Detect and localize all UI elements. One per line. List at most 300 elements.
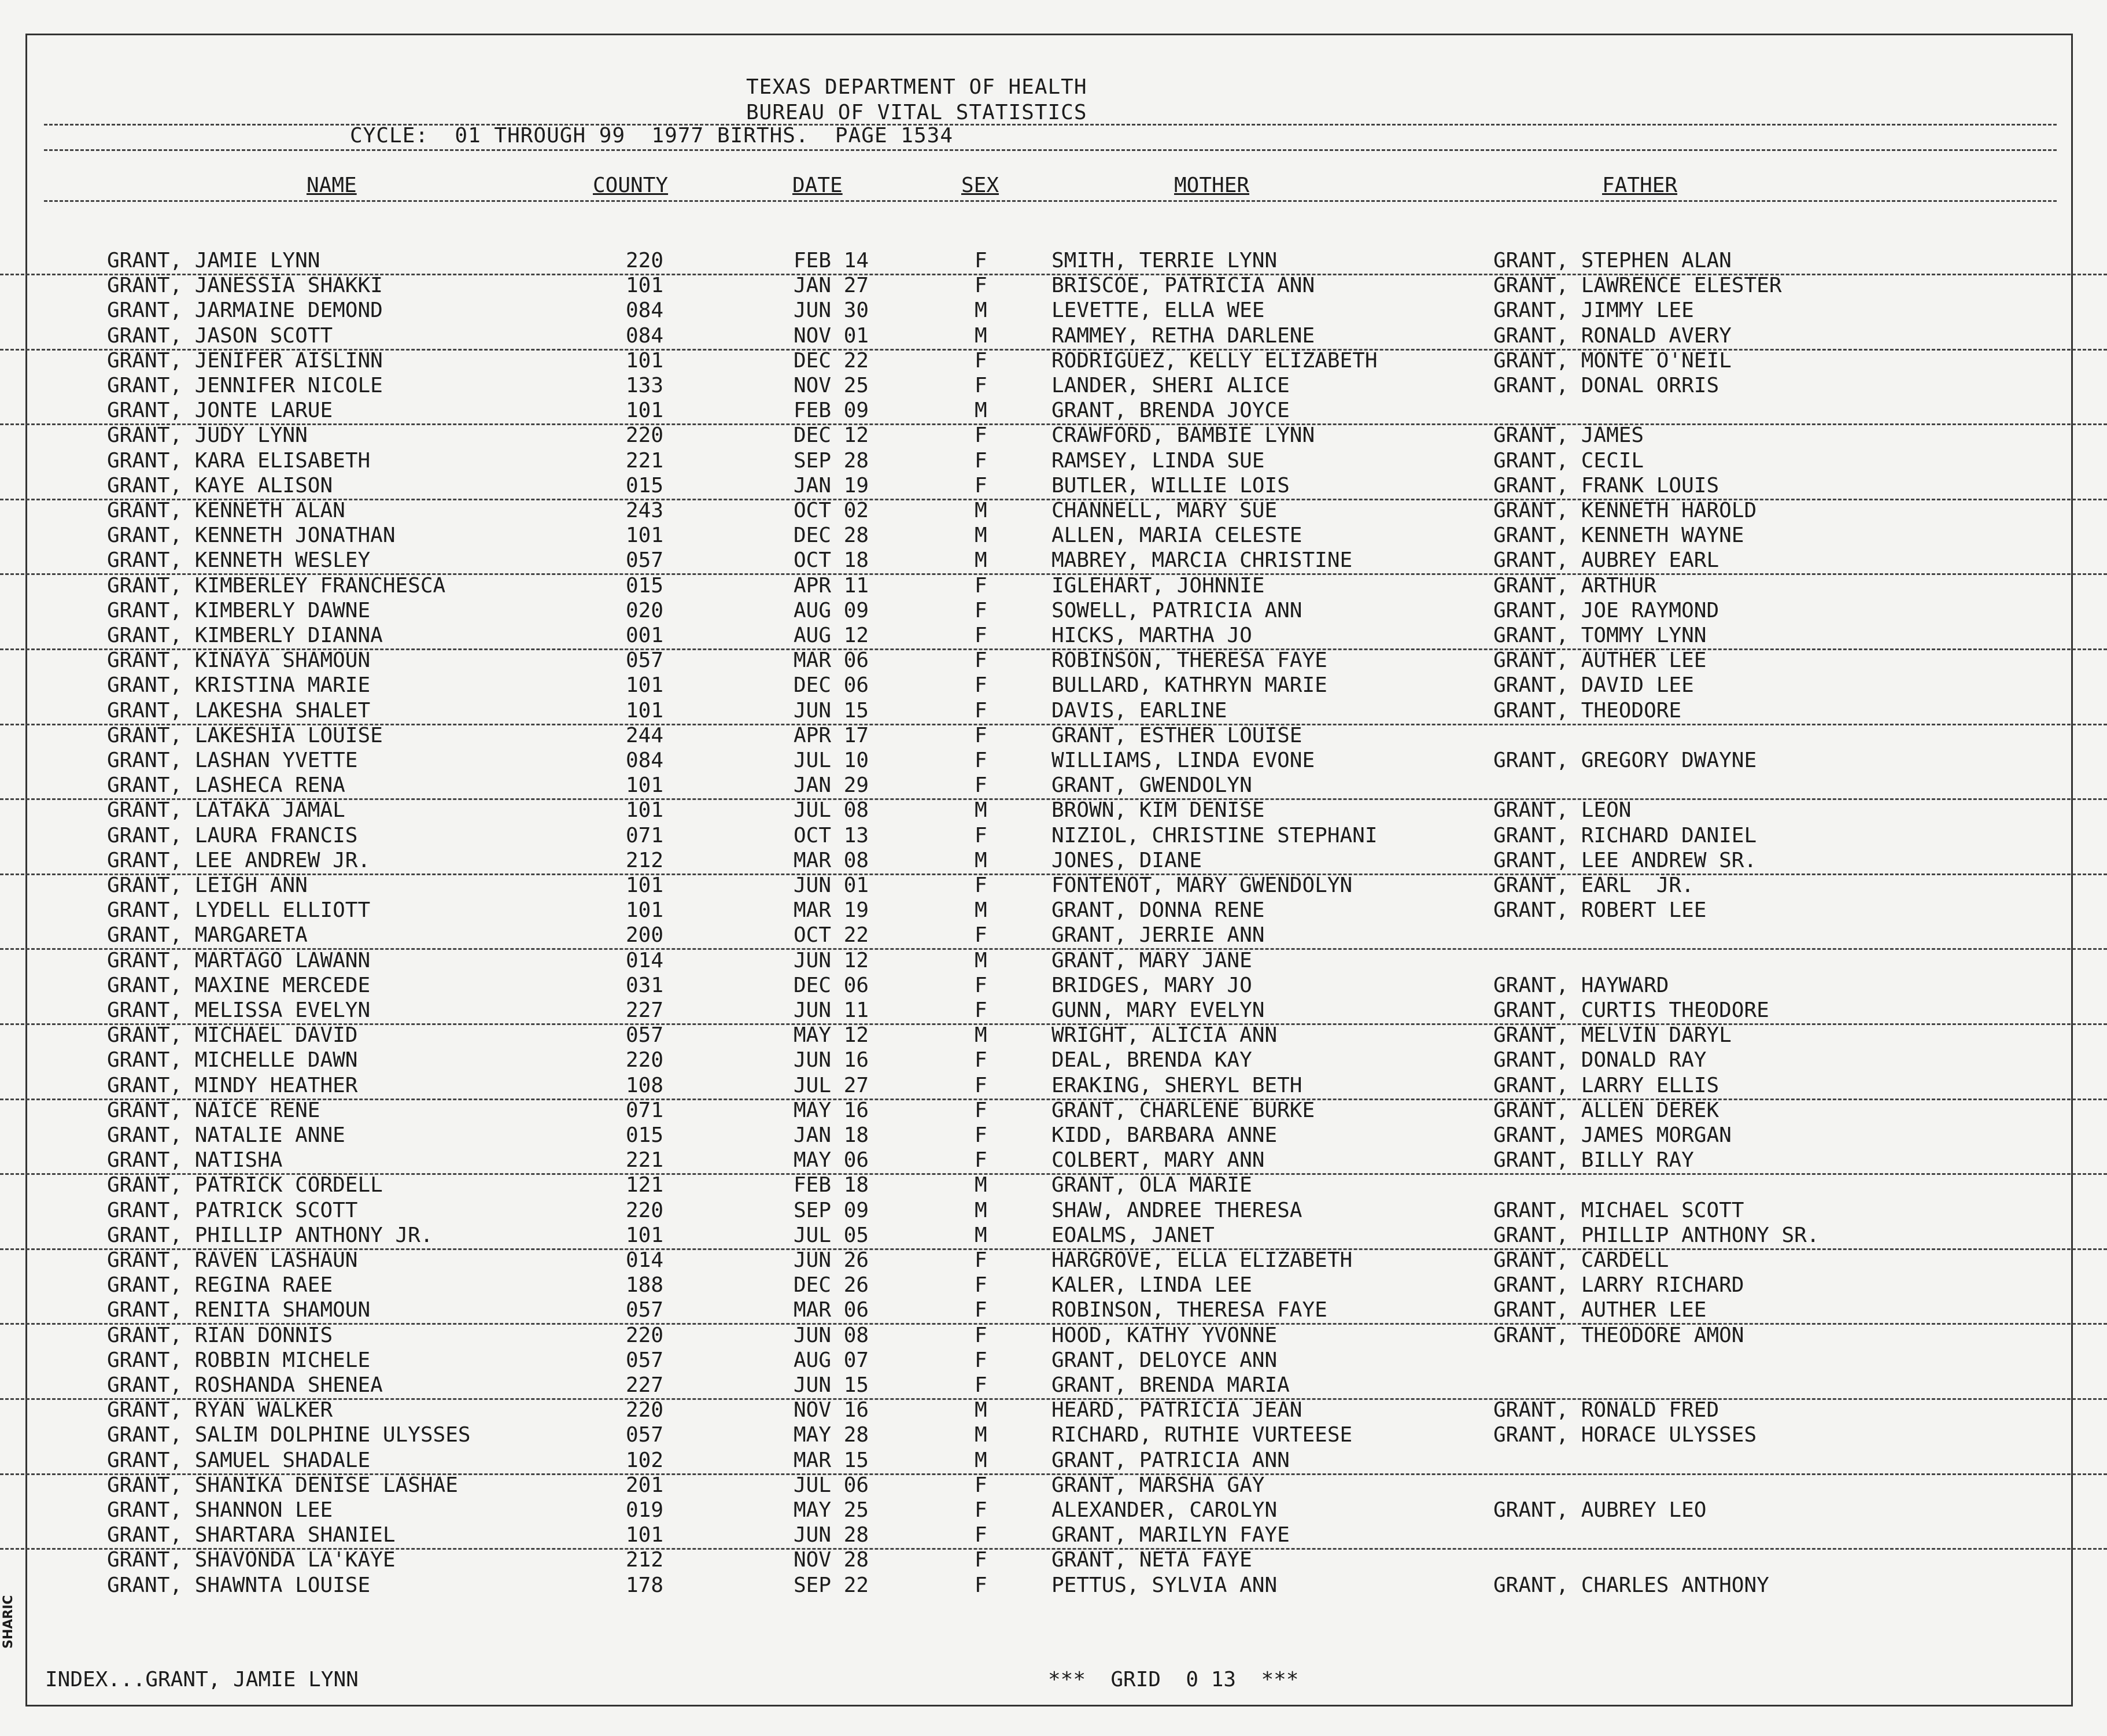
header-rule-2 [44,149,2057,151]
record-county: 201 [626,1473,664,1497]
record-mother: SMITH, TERRIE LYNN [1051,249,1278,272]
record-date: OCT 02 [794,499,869,522]
record-county: 227 [626,998,664,1022]
record-county: 084 [626,749,664,772]
record-name: GRANT, MELISSA EVELYN [107,998,371,1022]
record-father: GRANT, JOE RAYMOND [1493,599,1719,622]
table-row [0,499,2107,524]
record-sex: F [975,1298,987,1322]
table-row [0,574,2107,599]
record-name: GRANT, SAMUEL SHADALE [107,1448,371,1472]
table-row [0,998,2107,1025]
record-sex: F [975,773,987,797]
table-row [0,749,2107,773]
record-name: GRANT, PATRICK SCOTT [107,1199,358,1222]
record-sex: M [975,524,987,547]
table-row [0,1348,2107,1373]
record-mother: RAMSEY, LINDA SUE [1051,449,1265,473]
record-sex: F [975,449,987,473]
table-row [0,1074,2107,1100]
record-name: GRANT, MARGARETA [107,923,308,947]
record-mother: BRIDGES, MARY JO [1051,974,1252,997]
record-mother: GRANT, MARY JANE [1051,949,1252,972]
record-name: GRANT, KINAYA SHAMOUN [107,648,371,672]
record-date: MAR 19 [794,898,869,922]
table-row [0,1248,2107,1273]
bureau-title: BUREAU OF VITAL STATISTICS [746,101,1087,124]
record-name: GRANT, KENNETH WESLEY [107,548,371,572]
record-date: JUL 27 [794,1074,869,1097]
record-name: GRANT, SHAWNTA LOUISE [107,1573,371,1597]
record-county: 015 [626,1123,664,1147]
record-date: DEC 12 [794,423,869,447]
record-county: 014 [626,949,664,972]
record-mother: KIDD, BARBARA ANNE [1051,1123,1278,1147]
record-mother: GRANT, BRENDA JOYCE [1051,399,1290,422]
record-date: JUN 11 [794,998,869,1022]
record-name: GRANT, LAKESHA SHALET [107,699,371,723]
side-tag: SHARIC [1,1595,16,1649]
record-sex: F [975,824,987,847]
record-name: GRANT, LAKESHIA LOUISE [107,724,383,747]
column-header-name: NAME [307,174,357,197]
record-name: GRANT, MICHAEL DAVID [107,1023,358,1047]
record-father: GRANT, DAVID LEE [1493,673,1694,697]
record-mother: DEAL, BRENDA KAY [1051,1048,1252,1072]
record-sex: F [975,624,987,647]
record-county: 212 [626,1548,664,1572]
record-date: DEC 06 [794,673,869,697]
record-date: JUN 15 [794,1373,869,1397]
record-mother: LANDER, SHERI ALICE [1051,374,1290,397]
record-father: GRANT, THEODORE AMON [1493,1324,1744,1347]
record-name: GRANT, PHILLIP ANTHONY JR. [107,1223,433,1247]
record-mother: WILLIAMS, LINDA EVONE [1051,749,1315,772]
record-mother: GRANT, OLA MARIE [1051,1173,1252,1197]
record-county: 101 [626,873,664,897]
record-county: 101 [626,1523,664,1547]
record-date: MAY 06 [794,1148,869,1172]
record-county: 121 [626,1173,664,1197]
table-row [0,898,2107,923]
record-name: GRANT, SHARTARA SHANIEL [107,1523,396,1547]
table-row [0,1498,2107,1523]
record-county: 220 [626,423,664,447]
record-date: DEC 06 [794,974,869,997]
table-row [0,548,2107,575]
record-date: JUN 26 [794,1248,869,1272]
record-name: GRANT, RAVEN LASHAUN [107,1248,358,1272]
table-row [0,599,2107,624]
table-row [0,773,2107,800]
table-row [0,474,2107,500]
record-sex: F [975,699,987,723]
record-county: 101 [626,274,664,297]
record-sex: F [975,1148,987,1172]
record-mother: ALEXANDER, CAROLYN [1051,1498,1278,1522]
record-date: AUG 07 [794,1348,869,1372]
record-mother: CHANNELL, MARY SUE [1051,499,1278,522]
record-sex: M [975,898,987,922]
record-date: JAN 27 [794,274,869,297]
record-date: FEB 14 [794,249,869,272]
table-row [0,1398,2107,1423]
table-row [0,1473,2107,1498]
record-county: 057 [626,1298,664,1322]
record-father: GRANT, KENNETH WAYNE [1493,524,1744,547]
record-sex: F [975,1523,987,1547]
record-name: GRANT, KRISTINA MARIE [107,673,371,697]
table-row [0,673,2107,698]
record-date: JUN 16 [794,1048,869,1072]
record-name: GRANT, MINDY HEATHER [107,1074,358,1097]
header-rule-1 [44,124,2057,126]
record-date: APR 17 [794,724,869,747]
record-mother: GRANT, CHARLENE BURKE [1051,1099,1315,1122]
record-name: GRANT, RENITA SHAMOUN [107,1298,371,1322]
record-date: DEC 22 [794,349,869,373]
record-mother: COLBERT, MARY ANN [1051,1148,1265,1172]
record-date: SEP 09 [794,1199,869,1222]
record-sex: F [975,1348,987,1372]
record-sex: M [975,324,987,348]
record-mother: SOWELL, PATRICIA ANN [1051,599,1302,622]
record-name: GRANT, JARMAINE DEMOND [107,298,383,322]
record-father: GRANT, LARRY ELLIS [1493,1074,1719,1097]
record-father: GRANT, JAMES [1493,423,1644,447]
record-mother: HARGROVE, ELLA ELIZABETH [1051,1248,1353,1272]
record-sex: F [975,274,987,297]
record-county: 220 [626,1199,664,1222]
column-header-mother: MOTHER [1174,174,1250,197]
table-row [0,1324,2107,1348]
record-father: GRANT, JAMES MORGAN [1493,1123,1732,1147]
record-name: GRANT, LATAKA JAMAL [107,798,345,822]
record-father: GRANT, KENNETH HAROLD [1493,499,1757,522]
record-date: NOV 01 [794,324,869,348]
table-row [0,1573,2107,1598]
record-name: GRANT, SHANIKA DENISE LASHAE [107,1473,458,1497]
record-county: 108 [626,1074,664,1097]
record-county: 101 [626,1223,664,1247]
record-county: 084 [626,298,664,322]
grid-label: *** GRID 0 13 *** [1048,1668,1299,1691]
record-mother: RICHARD, RUTHIE VURTEESE [1051,1423,1353,1447]
record-father: GRANT, THEODORE [1493,699,1682,723]
record-mother: GRANT, ESTHER LOUISE [1051,724,1302,747]
record-date: JUL 06 [794,1473,869,1497]
record-father: GRANT, RICHARD DANIEL [1493,824,1757,847]
record-father: GRANT, AUTHER LEE [1493,648,1707,672]
record-mother: GRANT, MARSHA GAY [1051,1473,1265,1497]
record-father: GRANT, ROBERT LEE [1493,898,1707,922]
record-mother: RAMMEY, RETHA DARLENE [1051,324,1315,348]
record-sex: M [975,849,987,872]
record-sex: M [975,1223,987,1247]
record-father: GRANT, LAWRENCE ELESTER [1493,274,1782,297]
record-name: GRANT, MARTAGO LAWANN [107,949,371,972]
record-date: MAR 06 [794,648,869,672]
table-row [0,724,2107,749]
record-father: GRANT, ALLEN DEREK [1493,1099,1719,1122]
record-sex: M [975,1023,987,1047]
record-sex: F [975,923,987,947]
record-name: GRANT, JENNIFER NICOLE [107,374,383,397]
record-mother: MABREY, MARCIA CHRISTINE [1051,548,1353,572]
table-row [0,624,2107,650]
record-name: GRANT, LASHECA RENA [107,773,345,797]
record-county: 101 [626,773,664,797]
record-date: NOV 25 [794,374,869,397]
record-sex: F [975,648,987,672]
record-date: SEP 22 [794,1573,869,1597]
record-sex: M [975,1398,987,1422]
record-father: GRANT, CURTIS THEODORE [1493,998,1769,1022]
record-mother: GRANT, PATRICIA ANN [1051,1448,1290,1472]
record-father: GRANT, DONALD RAY [1493,1048,1707,1072]
record-sex: F [975,1473,987,1497]
record-date: MAY 28 [794,1423,869,1447]
record-father: GRANT, TOMMY LYNN [1493,624,1707,647]
table-row [0,1048,2107,1073]
record-county: 057 [626,1423,664,1447]
record-name: GRANT, RYAN WALKER [107,1398,333,1422]
record-name: GRANT, KENNETH ALAN [107,499,345,522]
record-county: 057 [626,648,664,672]
record-county: 019 [626,1498,664,1522]
record-sex: F [975,1099,987,1122]
record-sex: M [975,949,987,972]
record-sex: F [975,1548,987,1572]
record-mother: ALLEN, MARIA CELESTE [1051,524,1302,547]
record-county: 014 [626,1248,664,1272]
record-father: GRANT, LEON [1493,798,1632,822]
record-name: GRANT, RIAN DONNIS [107,1324,333,1347]
record-county: 101 [626,524,664,547]
record-date: MAY 12 [794,1023,869,1047]
record-sex: F [975,474,987,497]
column-header-sex: SEX [961,174,999,197]
record-mother: GRANT, DONNA RENE [1051,898,1265,922]
table-row [0,1099,2107,1123]
record-date: DEC 28 [794,524,869,547]
record-father: GRANT, FRANK LOUIS [1493,474,1719,497]
table-row [0,298,2107,323]
record-date: AUG 12 [794,624,869,647]
record-county: 221 [626,449,664,473]
record-date: JAN 19 [794,474,869,497]
record-father: GRANT, HAYWARD [1493,974,1669,997]
record-mother: RODRIGUEZ, KELLY ELIZABETH [1051,349,1378,373]
table-row [0,1523,2107,1550]
record-name: GRANT, MAXINE MERCEDE [107,974,371,997]
record-county: 001 [626,624,664,647]
record-county: 220 [626,1398,664,1422]
record-sex: M [975,798,987,822]
record-name: GRANT, ROSHANDA SHENEA [107,1373,383,1397]
record-sex: M [975,1173,987,1197]
record-county: 101 [626,898,664,922]
record-county: 244 [626,724,664,747]
record-mother: KALER, LINDA LEE [1051,1273,1252,1297]
record-mother: EOALMS, JANET [1051,1223,1215,1247]
record-date: DEC 26 [794,1273,869,1297]
table-row [0,1223,2107,1250]
record-mother: GRANT, MARILYN FAYE [1051,1523,1290,1547]
table-row [0,1273,2107,1298]
record-mother: GRANT, BRENDA MARIA [1051,1373,1290,1397]
record-mother: GRANT, DELOYCE ANN [1051,1348,1278,1372]
record-father: GRANT, AUBREY EARL [1493,548,1719,572]
record-name: GRANT, LEE ANDREW JR. [107,849,371,872]
record-mother: DAVIS, EARLINE [1051,699,1227,723]
record-father: GRANT, RONALD AVERY [1493,324,1732,348]
record-county: 133 [626,374,664,397]
record-date: JUN 15 [794,699,869,723]
record-county: 178 [626,1573,664,1597]
record-name: GRANT, JASON SCOTT [107,324,333,348]
table-row [0,349,2107,374]
record-county: 071 [626,824,664,847]
record-sex: F [975,724,987,747]
record-father: GRANT, MONTE O'NEIL [1493,349,1732,373]
record-name: GRANT, KAYE ALISON [107,474,333,497]
record-county: 057 [626,1023,664,1047]
record-date: JAN 18 [794,1123,869,1147]
record-name: GRANT, KIMBERLY DAWNE [107,599,371,622]
table-row [0,249,2107,275]
record-father: GRANT, ARTHUR [1493,574,1656,598]
record-sex: M [975,1448,987,1472]
record-name: GRANT, SHANNON LEE [107,1498,333,1522]
record-date: MAY 25 [794,1498,869,1522]
table-row [0,1199,2107,1223]
record-county: 200 [626,923,664,947]
record-sex: M [975,499,987,522]
record-sex: F [975,1273,987,1297]
table-row [0,1023,2107,1048]
record-mother: CRAWFORD, BAMBIE LYNN [1051,423,1315,447]
record-date: APR 11 [794,574,869,598]
record-sex: F [975,249,987,272]
record-name: GRANT, JUDY LYNN [107,423,308,447]
column-header-rule [44,200,2057,202]
record-name: GRANT, REGINA RAEE [107,1273,333,1297]
record-date: JUN 12 [794,949,869,972]
record-sex: F [975,1573,987,1597]
table-row [0,923,2107,950]
record-date: NOV 16 [794,1398,869,1422]
table-row [0,449,2107,474]
column-header-father: FATHER [1602,174,1678,197]
record-county: 101 [626,673,664,697]
table-row [0,699,2107,725]
record-county: 101 [626,699,664,723]
record-county: 212 [626,849,664,872]
record-father: GRANT, AUBREY LEO [1493,1498,1707,1522]
record-name: GRANT, LEIGH ANN [107,873,308,897]
record-sex: F [975,974,987,997]
record-father: GRANT, CHARLES ANTHONY [1493,1573,1769,1597]
record-father: GRANT, DONAL ORRIS [1493,374,1719,397]
column-header-date: DATE [792,174,843,197]
record-father: GRANT, LEE ANDREW SR. [1493,849,1757,872]
record-name: GRANT, SALIM DOLPHINE ULYSSES [107,1423,471,1447]
record-sex: F [975,1373,987,1397]
record-county: 057 [626,1348,664,1372]
record-father: GRANT, EARL JR. [1493,873,1694,897]
table-row [0,524,2107,548]
record-mother: IGLEHART, JOHNNIE [1051,574,1265,598]
record-date: OCT 18 [794,548,869,572]
record-sex: F [975,1048,987,1072]
record-sex: F [975,1324,987,1347]
table-row [0,324,2107,351]
record-county: 188 [626,1273,664,1297]
record-mother: GRANT, NETA FAYE [1051,1548,1252,1572]
table-row [0,399,2107,425]
record-date: MAR 08 [794,849,869,872]
table-row [0,873,2107,898]
record-date: SEP 28 [794,449,869,473]
table-row [0,974,2107,998]
record-mother: FONTENOT, MARY GWENDOLYN [1051,873,1353,897]
record-sex: F [975,374,987,397]
table-row [0,798,2107,823]
record-father: GRANT, MELVIN DARYL [1493,1023,1732,1047]
record-sex: M [975,298,987,322]
record-name: GRANT, LAURA FRANCIS [107,824,358,847]
record-date: JUN 08 [794,1324,869,1347]
record-father: GRANT, AUTHER LEE [1493,1298,1707,1322]
record-name: GRANT, LASHAN YVETTE [107,749,358,772]
record-county: 084 [626,324,664,348]
record-father: GRANT, CECIL [1493,449,1644,473]
record-name: GRANT, SHAVONDA LA'KAYE [107,1548,396,1572]
record-sex: F [975,423,987,447]
record-county: 071 [626,1099,664,1122]
table-row [0,1373,2107,1400]
cycle-line: CYCLE: 01 THROUGH 99 1977 BIRTHS. PAGE 1534 [350,124,953,148]
record-sex: F [975,998,987,1022]
record-father: GRANT, STEPHEN ALAN [1493,249,1732,272]
record-mother: BROWN, KIM DENISE [1051,798,1265,822]
record-county: 020 [626,599,664,622]
table-row [0,949,2107,974]
record-county: 102 [626,1448,664,1472]
record-county: 101 [626,349,664,373]
record-name: GRANT, NATALIE ANNE [107,1123,345,1147]
record-mother: HOOD, KATHY YVONNE [1051,1324,1278,1347]
record-name: GRANT, JAMIE LYNN [107,249,320,272]
record-name: GRANT, MICHELLE DAWN [107,1048,358,1072]
table-row [0,1148,2107,1175]
record-date: FEB 18 [794,1173,869,1197]
record-name: GRANT, NAICE RENE [107,1099,320,1122]
record-father: GRANT, HORACE ULYSSES [1493,1423,1757,1447]
record-mother: SHAW, ANDREE THERESA [1051,1199,1302,1222]
record-mother: GRANT, GWENDOLYN [1051,773,1252,797]
record-county: 057 [626,548,664,572]
record-sex: F [975,1123,987,1147]
record-mother: BULLARD, KATHRYN MARIE [1051,673,1327,697]
record-date: JUL 05 [794,1223,869,1247]
record-date: FEB 09 [794,399,869,422]
table-row [0,374,2107,399]
table-row [0,1173,2107,1198]
record-date: MAR 15 [794,1448,869,1472]
table-row [0,1298,2107,1325]
